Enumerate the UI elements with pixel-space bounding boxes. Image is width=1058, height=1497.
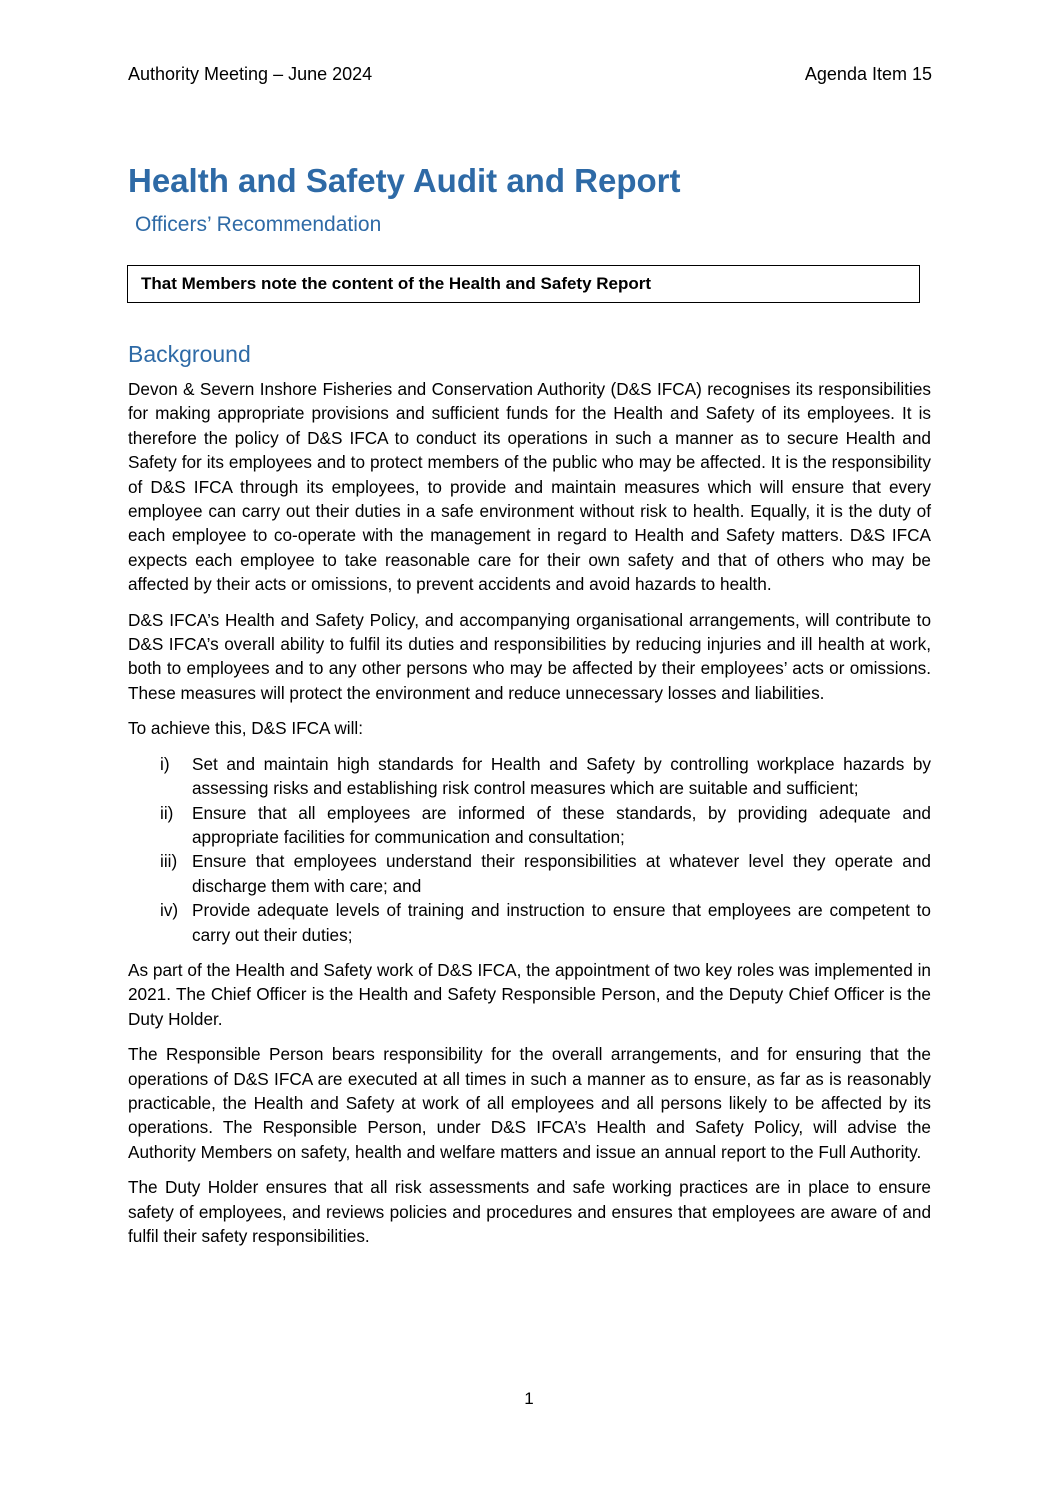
- list-item-text: Ensure that employees understand their responsibilities at whatever level they operate and discharge them with care; and: [192, 851, 931, 896]
- recommendation-text: That Members note the content of the Health and Safety Report: [141, 274, 652, 293]
- list-marker: iii): [160, 851, 178, 872]
- meeting-label: Authority Meeting – June 2024: [128, 64, 373, 84]
- paragraph: To achieve this, D&S IFCA will:: [128, 718, 363, 739]
- list-item: [128, 849, 931, 898]
- section-heading-background: Background: [128, 341, 251, 367]
- recommendation-box: [127, 265, 920, 303]
- page-title: Health and Safety Audit and Report: [128, 162, 681, 199]
- paragraph: The Responsible Person bears responsibility for the overall arrangements, and for ensuring that the operations of D&S IFCA are executed at all times in such a manner as to ensure, as far as is reasonably practicable, the Health and Safety at work of all employees and all persons likely to be affected by its operations. The Responsible Person, under D&S IFCA’s Health and Safety Policy, will advise the Authority Members on safety, health and welfare matters and issue an annual report to the Full Authority.: [128, 1044, 931, 1162]
- list-item-text: Provide adequate levels of training and instruction to ensure that employees are competent to carry out their duties;: [192, 900, 931, 945]
- list-item-text: Set and maintain high standards for Health and Safety by controlling workplace hazards by assessing risks and establishing risk control measures which are suitable and sufficient;: [192, 753, 931, 799]
- list-item: [128, 801, 931, 850]
- paragraph: As part of the Health and Safety work of D&S IFCA, the appointment of two key roles was implemented in 2021. The Chief Officer is the Health and Safety Responsible Person, and the Deputy Chief Officer is the Duty Holder.: [128, 959, 931, 1029]
- list-marker: i): [160, 753, 170, 774]
- page-subtitle: Officers’ Recommendation: [135, 213, 382, 236]
- agenda-item-label: Agenda Item 15: [804, 64, 932, 84]
- list-item: [128, 898, 931, 947]
- paragraph: D&S IFCA’s Health and Safety Policy, and accompanying organisational arrangements, will contribute to D&S IFCA’s overall ability to fulfil its duties and responsibilities by reducing injuries and ill health at work, both to employees and to any other persons who may be affected by their employees’ acts or omissions. These measures will protect the environment and reduce unnecessary losses and liabilities.: [128, 609, 931, 703]
- list-item: [128, 752, 931, 801]
- list-marker: iv): [160, 900, 179, 921]
- page-number: 1: [524, 1389, 534, 1408]
- commitments-list: [128, 752, 931, 947]
- page-header: [128, 62, 932, 86]
- list-marker: ii): [160, 802, 174, 823]
- paragraph: The Duty Holder ensures that all risk assessments and safe working practices are in place to ensure safety of employees, and reviews policies and procedures and ensures that employees are aware of and fulfil their safety responsibilities.: [128, 1177, 931, 1246]
- list-item-text: Ensure that all employees are informed of these standards, by providing adequate and appropriate facilities for communication and consultation;: [192, 802, 931, 847]
- document-body: [128, 377, 931, 1259]
- paragraph: Devon & Severn Inshore Fisheries and Conservation Authority (D&S IFCA) recognises its responsibilities for making appropriate provisions and sufficient funds for the Health and Safety of its employees. It is therefore the policy of D&S IFCA to conduct its operations in such a manner as to secure Health and Safety for its employees and to protect members of the public who may be affected. It is the responsibility of D&S IFCA through its employees, to provide and maintain measures which will ensure that every employee can carry out their duties in a safe environment without risk to health. Equally, it is the duty of each employee to co-operate with the management in regard to Health and Safety matters. D&S IFCA expects each employee to take reasonable care for their own safety and that of others who may be affected by their acts or omissions, to prevent accidents and avoid hazards to health.: [128, 379, 931, 595]
